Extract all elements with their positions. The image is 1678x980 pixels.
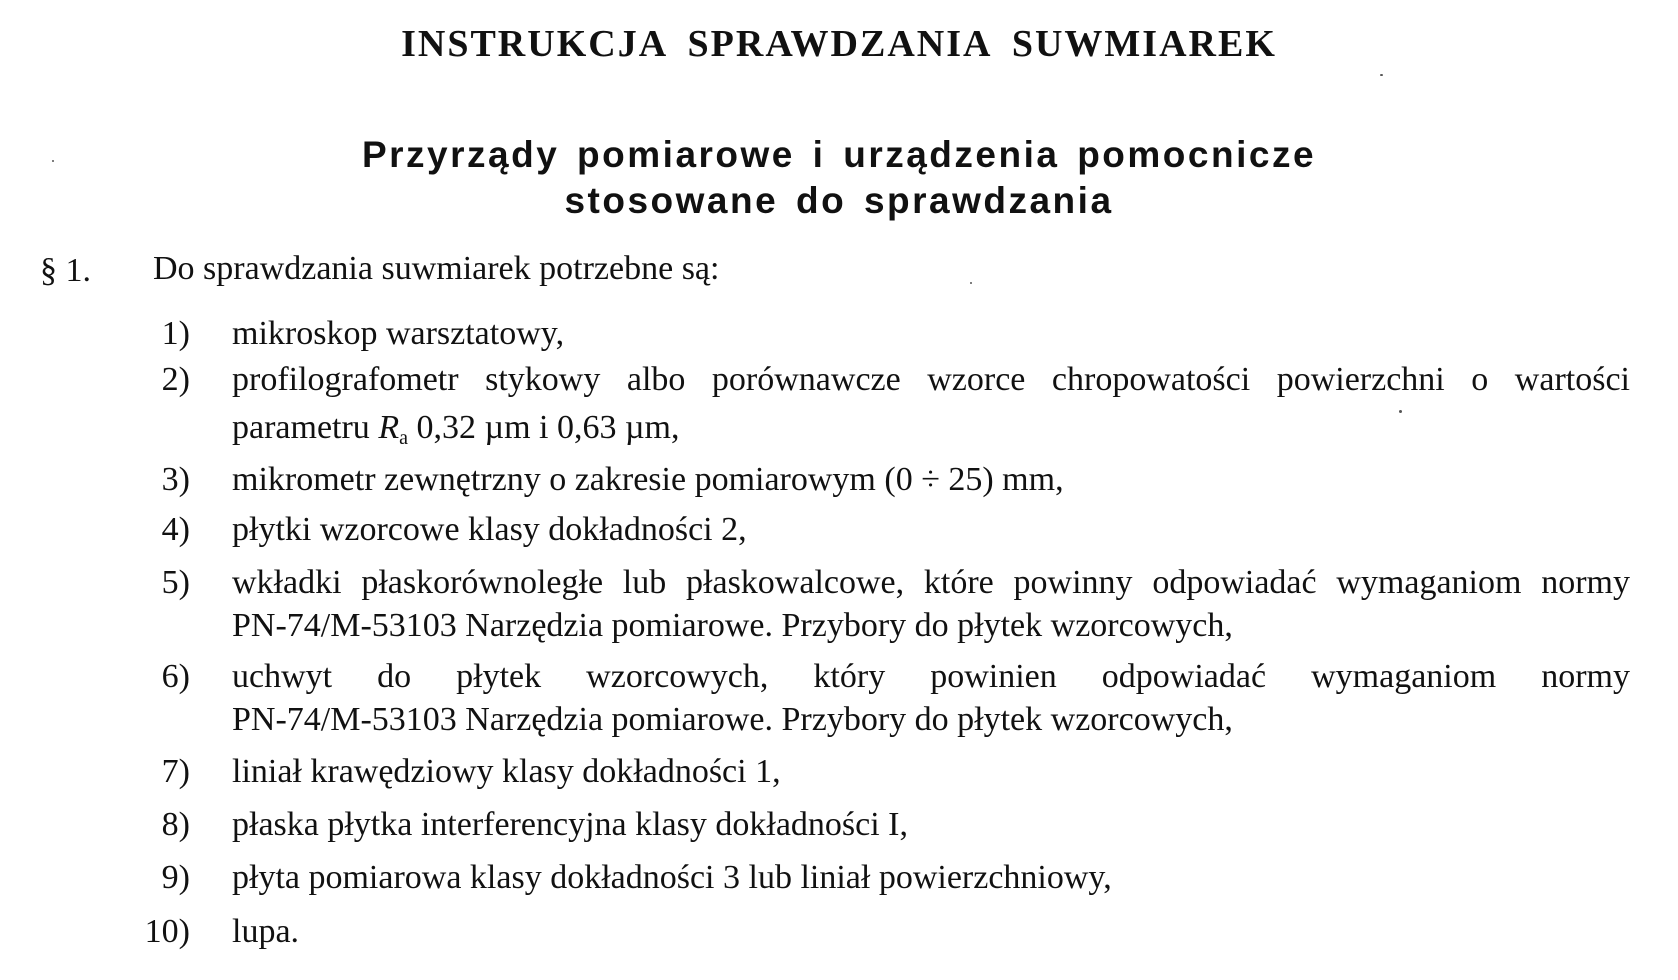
scan-speck	[52, 160, 54, 162]
scan-speck	[970, 282, 972, 284]
list-item-text: mikrometr zewnętrzny o zakresie pomiarowym (0 ÷ 25) mm,	[232, 461, 1064, 498]
list-item-text-continuation: PN-74/M-53103 Narzędzia pomiarowe. Przybory do płytek wzorcowych,	[232, 701, 1233, 738]
list-item-text: płytki wzorcowe klasy dokładności 2,	[232, 511, 747, 548]
section-heading-line-2: stosowane do sprawdzania	[564, 180, 1114, 221]
scan-speck	[1380, 74, 1383, 76]
list-item-number: 10)	[144, 913, 190, 950]
scan-speck	[1399, 410, 1402, 413]
list-item-number: 7)	[161, 753, 190, 790]
list-item-number: 3)	[161, 461, 190, 498]
list-item-text: profilografometr stykowy albo porównawcze wzorce chropowatości powierzchni o wartości	[232, 361, 1630, 398]
list-item-text: mikroskop warsztatowy,	[232, 315, 565, 352]
list-item-text: uchwyt do płytek wzorcowych, który powinien odpowiadać wymaganiom normy	[232, 658, 1630, 695]
list-item-number: 5)	[161, 564, 190, 601]
list-item-number: 4)	[161, 511, 190, 548]
list-item-text: wkładki płaskorównoległe lub płaskowalcowe, które powinny odpowiadać wymaganiom normy	[232, 564, 1630, 601]
list-item-text: lupa.	[232, 913, 300, 950]
list-item-number: 6)	[161, 658, 190, 695]
list-item-text-continuation: parametru $R_a$ 0,32 µm i 0,63 µm,	[232, 409, 680, 449]
document-title: INSTRUKCJA SPRAWDZANIA SUWMIAREK	[401, 23, 1277, 65]
list-item-number: 1)	[161, 315, 190, 352]
section-heading-line-1: Przyrządy pomiarowe i urządzenia pomocnicze	[361, 134, 1317, 175]
list-item-text: płaska płytka interferencyjna klasy dokładności I,	[232, 806, 908, 843]
list-item-number: 8)	[161, 806, 190, 843]
paragraph-intro: Do sprawdzania suwmiarek potrzebne są:	[153, 250, 720, 287]
list-item-text: płyta pomiarowa klasy dokładności 3 lub liniał powierzchniowy,	[232, 859, 1112, 896]
list-item-number: 2)	[161, 361, 190, 398]
list-item-text-continuation: PN-74/M-53103 Narzędzia pomiarowe. Przybory do płytek wzorcowych,	[232, 607, 1233, 644]
paragraph-mark: § 1.	[40, 252, 91, 289]
list-item-text: liniał krawędziowy klasy dokładności 1,	[232, 753, 781, 790]
list-item-number: 9)	[161, 859, 190, 896]
